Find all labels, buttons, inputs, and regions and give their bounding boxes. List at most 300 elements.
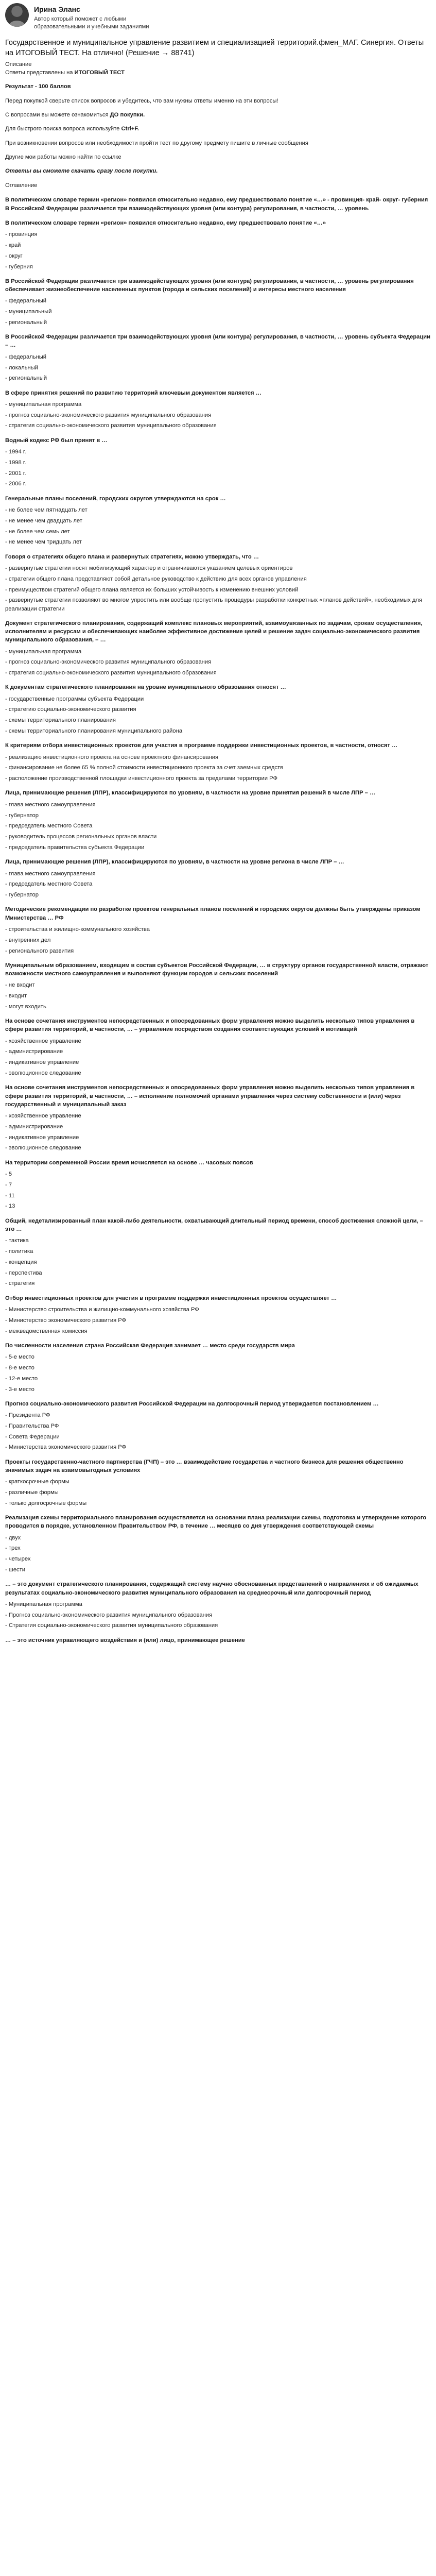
option-text: эволюционное следование [8, 1070, 81, 1077]
answer-option [5, 1047, 431, 1056]
answer-option [5, 1353, 431, 1361]
question-block [5, 789, 431, 852]
answer-option [5, 1488, 431, 1497]
option-bullet: - [5, 565, 9, 571]
question-text: Генеральные планы поселений, городских округов утверждаются на срок … [5, 495, 226, 502]
option-text: 7 [8, 1181, 12, 1188]
question-block [5, 683, 431, 735]
answer-option [5, 1316, 431, 1325]
option-text: Совета Федерации [8, 1433, 60, 1440]
question-block [5, 858, 431, 899]
question-text: Общий, недетализированный план какой-либо деятельности, охватывающий длительный период времени, способ достижения сложной цели, – это … [5, 1217, 423, 1232]
option-bullet: - [5, 1354, 9, 1361]
answer-option [5, 1544, 431, 1552]
answer-option [5, 400, 431, 409]
option-bullet: - [5, 319, 9, 326]
answer-option [5, 448, 431, 456]
option-bullet: - [5, 586, 9, 593]
option-bullet: - [5, 575, 9, 582]
option-text: финансирование не более 65 % полной стоимости инвестиционного проекта за счет заемных средств [8, 765, 284, 771]
option-bullet: - [5, 1145, 9, 1151]
answer-option [5, 947, 431, 955]
option-text: Прогноз социально-экономического развития муниципального образования [8, 1612, 213, 1618]
option-bullet: - [5, 364, 9, 371]
option-text: 2001 г. [8, 470, 26, 477]
answer-option [5, 925, 431, 934]
answer-option [5, 981, 431, 989]
option-text: межведомственная комиссия [8, 1328, 88, 1334]
answer-option [5, 1170, 431, 1178]
answer-option [5, 716, 431, 724]
option-text: Правительства РФ [8, 1422, 59, 1429]
answer-option [5, 1611, 431, 1619]
author-avatar[interactable] [5, 3, 29, 27]
option-bullet: - [5, 1386, 9, 1393]
option-text: провинция [8, 231, 38, 238]
option-text: администрирование [8, 1123, 63, 1130]
option-text: председатель правительства субъекта Федерации [8, 844, 145, 851]
option-bullet: - [5, 1433, 9, 1440]
paragraph-search-tip [5, 125, 431, 133]
answer-option [5, 538, 431, 546]
option-bullet: - [5, 422, 9, 429]
option-bullet: - [5, 459, 9, 466]
question-block [5, 1083, 431, 1152]
answer-option [5, 411, 431, 419]
answer-option [5, 1133, 431, 1142]
option-text: государственные программы субъекта Федерации [8, 696, 144, 702]
description-text-prefix: Ответы представлены на [5, 70, 75, 76]
answer-option [5, 586, 431, 594]
answer-option [5, 1069, 431, 1077]
option-text: 3-е место [8, 1386, 34, 1393]
option-text: Президента РФ [8, 1412, 50, 1418]
option-bullet: - [5, 775, 9, 782]
question-text: Прогноз социально-экономического развития Российской Федерации на долгосрочный период утверждается постановлением … [5, 1400, 379, 1407]
option-text: регионального развития [8, 947, 74, 954]
option-text: муниципальная программа [8, 401, 82, 408]
option-bullet: - [5, 754, 9, 760]
answer-option [5, 1181, 431, 1189]
question-block [5, 1294, 431, 1335]
option-text: расположение производственной площадки инвестиционного проекта за пределами территории РФ [8, 775, 277, 782]
answer-option [5, 1258, 431, 1266]
option-text: индикативное управление [8, 1059, 79, 1066]
option-text: федеральный [8, 298, 47, 304]
description-label: Описание [5, 61, 32, 68]
option-bullet: - [5, 648, 9, 655]
answer-option [5, 1037, 431, 1045]
question-text: Реализация схемы территориального планирования осуществляется на основании плана реализации схемы, подготовка и утверждение которого проводится в порядке, установленном Правительством РФ, в течение … месяцев со дня утверждения соответствующей схемы [5, 1515, 427, 1530]
answer-option [5, 1058, 431, 1066]
paragraph-search-prefix: Для быстрого поиска вопроса используйте [5, 126, 121, 132]
option-text: не менее чем тридцать лет [8, 539, 82, 546]
question-text: Методические рекомендации по разработке проектов генеральных планов поселений и городских округов должны быть утверждены приказом Министерства … РФ [5, 906, 421, 921]
option-text: губернатор [8, 812, 39, 819]
option-bullet: - [5, 309, 9, 315]
option-text: председатель местного Совета [8, 823, 93, 829]
option-bullet: - [5, 1545, 9, 1552]
question-block [5, 741, 431, 783]
option-bullet: - [5, 823, 9, 829]
answer-option [5, 833, 431, 841]
answer-option [5, 1478, 431, 1486]
option-bullet: - [5, 696, 9, 702]
question-block [5, 1342, 431, 1394]
question-block [5, 1400, 431, 1452]
answer-option [5, 241, 431, 249]
option-text: не более чем семь лет [8, 528, 70, 535]
option-text: глава местного самоуправления [8, 870, 96, 877]
option-bullet: - [5, 1306, 9, 1313]
option-bullet: - [5, 412, 9, 418]
option-text: 11 [8, 1192, 15, 1199]
option-bullet: - [5, 892, 9, 899]
option-bullet: - [5, 597, 9, 604]
answer-option [5, 811, 431, 820]
answer-option [5, 870, 431, 878]
option-text: входит [8, 993, 27, 999]
option-bullet: - [5, 401, 9, 408]
option-text: председатель местного Совета [8, 881, 93, 888]
option-bullet: - [5, 728, 9, 735]
option-bullet: - [5, 1123, 9, 1130]
option-bullet: - [5, 1181, 9, 1188]
option-text: Муниципальная программа [8, 1601, 82, 1607]
answer-option [5, 648, 431, 656]
option-bullet: - [5, 470, 9, 477]
result-line: Результат - 100 баллов [5, 83, 71, 90]
option-text: 1998 г. [8, 459, 26, 466]
option-text: муниципальный [8, 309, 52, 315]
question-text: Муниципальным образованием, входящим в состав субъектов Российской Федерации, … в структуру органов государственной власти, отражают возможности местного самоуправления и выполняют функции городов и сельских поселений [5, 962, 429, 977]
option-bullet: - [5, 1038, 9, 1044]
question-block [5, 1159, 431, 1211]
answer-option [5, 1411, 431, 1419]
question-text: Лица, принимающие решения (ЛПР), классифицируются по уровням, в частности на уровне региона в числе ЛПР – … [5, 859, 344, 866]
answer-option [5, 1003, 431, 1011]
option-text: 2006 г. [8, 481, 26, 487]
question-block [5, 1636, 431, 1645]
option-bullet: - [5, 517, 9, 524]
answer-option [5, 891, 431, 899]
question-text: Водный кодекс РФ был принят в … [5, 437, 108, 444]
question-block [5, 1217, 431, 1288]
option-text: региональный [8, 319, 47, 326]
option-bullet: - [5, 1171, 9, 1177]
answer-option [5, 421, 431, 430]
option-bullet: - [5, 1269, 9, 1276]
option-bullet: - [5, 231, 9, 238]
option-text: трех [8, 1545, 21, 1552]
answer-option [5, 1202, 431, 1210]
option-bullet: - [5, 870, 9, 877]
answer-option [5, 936, 431, 944]
option-text: двух [8, 1534, 21, 1541]
question-text: Лица, принимающие решения (ЛПР), классифицируются по уровням, в частности на уровне принятия решений в числе ЛПР – … [5, 790, 376, 796]
answer-option [5, 263, 431, 271]
option-text: стратегию социально-экономического развития [8, 706, 136, 713]
answer-option [5, 596, 431, 613]
option-bullet: - [5, 834, 9, 840]
question-block [5, 1514, 431, 1574]
option-bullet: - [5, 1059, 9, 1066]
option-bullet: - [5, 1479, 9, 1485]
option-text: концепция [8, 1259, 37, 1265]
answer-option [5, 1306, 431, 1314]
option-bullet: - [5, 1317, 9, 1324]
answer-option [5, 774, 431, 783]
question-text: Проекты государственно-частного партнерства (ГЧП) – это … взаимодействие государства и частного бизнеса для решения общественно значимых задач на взаимовыгодных условиях [5, 1459, 404, 1473]
option-text: не входит [8, 982, 35, 989]
option-bullet: - [5, 242, 9, 248]
option-bullet: - [5, 717, 9, 724]
option-bullet: - [5, 448, 9, 455]
author-header [5, 3, 431, 31]
option-text: индикативное управление [8, 1134, 79, 1141]
option-bullet: - [5, 993, 9, 999]
toc-label: Оглавление [5, 182, 38, 189]
option-text: хозяйственное управление [8, 1113, 81, 1119]
option-bullet: - [5, 1259, 9, 1265]
option-bullet: - [5, 1534, 9, 1541]
answer-option [5, 695, 431, 703]
answer-option [5, 1499, 431, 1507]
option-bullet: - [5, 1328, 9, 1334]
option-text: 5 [8, 1171, 12, 1177]
answer-option [5, 364, 431, 372]
option-bullet: - [5, 481, 9, 487]
option-text: край [8, 242, 21, 248]
option-text: 8-е место [8, 1364, 34, 1371]
option-bullet: - [5, 1375, 9, 1382]
option-text: округ [8, 252, 23, 259]
answer-option [5, 1269, 431, 1277]
option-text: четырех [8, 1556, 31, 1563]
option-text: не более чем пятнадцать лет [8, 506, 88, 513]
option-text: тактика [8, 1238, 29, 1244]
answer-option [5, 575, 431, 583]
option-bullet: - [5, 1422, 9, 1429]
answer-option [5, 658, 431, 666]
answer-option [5, 252, 431, 260]
answer-option [5, 353, 431, 361]
option-bullet: - [5, 375, 9, 382]
option-text: хозяйственное управление [8, 1038, 81, 1044]
questions-list [5, 196, 431, 1644]
option-text: 1994 г. [8, 448, 26, 455]
question-text: К документам стратегического планирования на уровне муниципального образования относят … [5, 684, 286, 691]
page-title: Государственное и муниципальное управление развитием и специализацией территорий.фмен_МАГ. Синергия. Ответы на ИТОГОВЫЙ ТЕСТ. На отлично! (Решение → 88741) [5, 38, 424, 57]
answer-option [5, 801, 431, 809]
answer-option [5, 669, 431, 677]
option-bullet: - [5, 765, 9, 771]
option-bullet: - [5, 1622, 9, 1629]
description-text [5, 69, 431, 77]
option-bullet: - [5, 706, 9, 713]
option-text: Министерство строительства и жилищно-коммунального хозяйства РФ [8, 1306, 199, 1313]
answer-option [5, 1364, 431, 1372]
option-text: шести [8, 1567, 26, 1573]
paragraph-preview-prefix: С вопросами вы можете ознакомиться [5, 112, 110, 118]
option-bullet: - [5, 539, 9, 546]
option-bullet: - [5, 812, 9, 819]
option-text: схемы территориального планирования [8, 717, 116, 724]
option-text: перспектива [8, 1269, 42, 1276]
answer-option [5, 374, 431, 382]
option-text: администрирование [8, 1048, 63, 1055]
answer-option [5, 1192, 431, 1200]
question-block [5, 333, 431, 382]
question-text: В Российской Федерации различается три взаимодействующих уровня (или контура) регулирования, в частности, … уровень регулирования обеспечивает жизнеобеспечение населенных пунктов (города и сельских поселений) и интересы местного населения [5, 278, 414, 293]
option-bullet: - [5, 1238, 9, 1244]
question-block [5, 961, 431, 1011]
question-text: В Российской Федерации различается три взаимодействующих уровня (или контура) регулирования, в частности, … уровень субъекта Федерации – … [5, 334, 431, 349]
answer-option [5, 564, 431, 572]
option-text: прогноз социально-экономического развития муниципального образования [8, 659, 212, 666]
answer-option [5, 880, 431, 888]
option-bullet: - [5, 263, 9, 270]
answer-option [5, 1375, 431, 1383]
answer-option [5, 1534, 431, 1542]
option-bullet: - [5, 1048, 9, 1055]
option-text: федеральный [8, 353, 47, 360]
option-bullet: - [5, 1248, 9, 1255]
answer-option [5, 1433, 431, 1441]
option-bullet: - [5, 353, 9, 360]
answer-option [5, 1600, 431, 1608]
option-bullet: - [5, 801, 9, 808]
option-text: эволюционное следование [8, 1145, 81, 1151]
option-text: стратегия социально-экономического развития муниципального образования [8, 422, 217, 429]
question-block [5, 219, 431, 271]
question-text: В политическом словаре термин «регион» появился относительно недавно, ему предшествовало понятие «…» - провинция- край- округ- губерния В Российской Федерации различается три взаимодействующих уровня (или контура) регулирования, в частности, … уровень [5, 197, 428, 212]
option-text: внутренних дел [8, 937, 51, 943]
option-bullet: - [5, 926, 9, 933]
option-text: стратегия социально-экономического развития муниципального образования [8, 670, 217, 676]
question-block [5, 436, 431, 488]
option-bullet: - [5, 506, 9, 513]
paragraph-search-bold: Ctrl+F. [121, 126, 139, 132]
option-text: губернатор [8, 892, 39, 899]
answer-option [5, 1236, 431, 1245]
option-bullet: - [5, 982, 9, 989]
answer-option [5, 517, 431, 525]
option-text: Стратегия социально-экономического развития муниципального образования [8, 1622, 218, 1629]
option-bullet: - [5, 1192, 9, 1199]
answer-option [5, 843, 431, 852]
answer-option [5, 297, 431, 305]
option-text: муниципальная программа [8, 648, 82, 655]
option-bullet: - [5, 1364, 9, 1371]
paragraph-check-questions: Перед покупкой сверьте список вопросов и убедитесь, что вам нужны ответы именно на эти вопросы! [5, 97, 278, 104]
option-text: могут входить [8, 1003, 46, 1010]
option-bullet: - [5, 844, 9, 851]
author-name[interactable]: Ирина Эланс [34, 5, 80, 13]
answer-option [5, 308, 431, 316]
answer-option [5, 318, 431, 327]
option-text: губерния [8, 263, 33, 270]
answer-option [5, 469, 431, 478]
answer-option [5, 1247, 431, 1256]
paragraph-contact: При возникновении вопросов или необходимости пройти тест по другому предмету пишите в личные сообщения [5, 140, 308, 146]
answer-option [5, 1327, 431, 1335]
option-bullet: - [5, 1412, 9, 1418]
question-text: На территории современной России время исчисляется на основе … часовых поясов [5, 1159, 253, 1166]
option-text: Министерства экономического развития РФ [8, 1444, 127, 1451]
option-bullet: - [5, 670, 9, 676]
option-text: схемы территориального планирования муниципального района [8, 728, 183, 735]
answer-option [5, 230, 431, 239]
option-bullet: - [5, 1113, 9, 1119]
option-text: локальный [8, 364, 38, 371]
question-text: На основе сочетания инструментов непосредственных и опосредованных форм управления можно выделить несколько типов управления в сфере развития территорий, в частности, … – управление посредством создания соответствующих условий и мотиваций [5, 1018, 415, 1033]
answer-option [5, 727, 431, 735]
option-text: строительства и жилищно-коммунального хозяйства [8, 926, 150, 933]
option-bullet: - [5, 1489, 9, 1496]
paragraph-preview [5, 111, 431, 119]
question-text: … – это документ стратегического планирования, содержащий систему научно обоснованных представлений о направлениях и об ожидаемых результатах социально-экономического развития муниципального образования на среднесрочный или долгосрочный период [5, 1581, 418, 1596]
option-text: краткосрочные формы [8, 1479, 69, 1485]
answer-option [5, 1144, 431, 1152]
description-text-bold: ИТОГОВЫЙ ТЕСТ [74, 70, 125, 76]
author-info [34, 3, 163, 31]
question-block [5, 553, 431, 613]
question-text: Отбор инвестиционных проектов для участия в программе поддержки инвестиционных проектов осуществляет … [5, 1295, 337, 1301]
paragraph-preview-bold: ДО покупки. [110, 112, 145, 118]
option-bullet: - [5, 881, 9, 888]
option-bullet: - [5, 1134, 9, 1141]
question-block [5, 905, 431, 955]
question-text: В политическом словаре термин «регион» появился относительно недавно, ему предшествовало понятие «…» [5, 219, 326, 226]
option-bullet: - [5, 1556, 9, 1563]
option-bullet: - [5, 1280, 9, 1287]
answer-option [5, 1566, 431, 1574]
question-block [5, 196, 431, 212]
answer-option [5, 764, 431, 772]
answer-option [5, 528, 431, 536]
option-bullet: - [5, 937, 9, 943]
answer-option [5, 1385, 431, 1394]
author-description: Автор который поможет с любыми образовательными и учебными заданиями [34, 16, 149, 30]
option-bullet: - [5, 1070, 9, 1077]
question-text: … – это источник управляющего воздействия и (или) лицо, принимающее решение [5, 1637, 245, 1643]
option-text: региональный [8, 375, 47, 382]
option-text: реализацию инвестиционного проекта на основе проектного финансирования [8, 754, 219, 760]
answer-option [5, 1422, 431, 1430]
answer-option [5, 1123, 431, 1131]
answer-option [5, 753, 431, 761]
question-text: По численности населения страна Российская Федерация занимает … место среди государств мира [5, 1342, 295, 1349]
answer-option [5, 459, 431, 467]
option-text: Министерство экономического развития РФ [8, 1317, 127, 1324]
question-block [5, 619, 431, 677]
option-text: стратегия [8, 1280, 35, 1287]
question-block [5, 1580, 431, 1630]
option-text: различные формы [8, 1489, 59, 1496]
answer-option [5, 705, 431, 714]
option-bullet: - [5, 528, 9, 535]
option-bullet: - [5, 1500, 9, 1506]
question-text: К критериям отбора инвестиционных проектов для участия в программе поддержки инвестиционных проектов, в частности, относят … [5, 742, 398, 749]
answer-option [5, 1443, 431, 1451]
option-bullet: - [5, 1003, 9, 1010]
option-bullet: - [5, 659, 9, 666]
option-bullet: - [5, 1612, 9, 1618]
option-text: прогноз социально-экономического развития муниципального образования [8, 412, 212, 418]
paragraph-other-works: Другие мои работы можно найти по ссылке [5, 154, 121, 160]
option-text: развернутые стратегии носят мобилизующий характер и ограничиваются указанием целевых ориентиров [8, 565, 293, 571]
